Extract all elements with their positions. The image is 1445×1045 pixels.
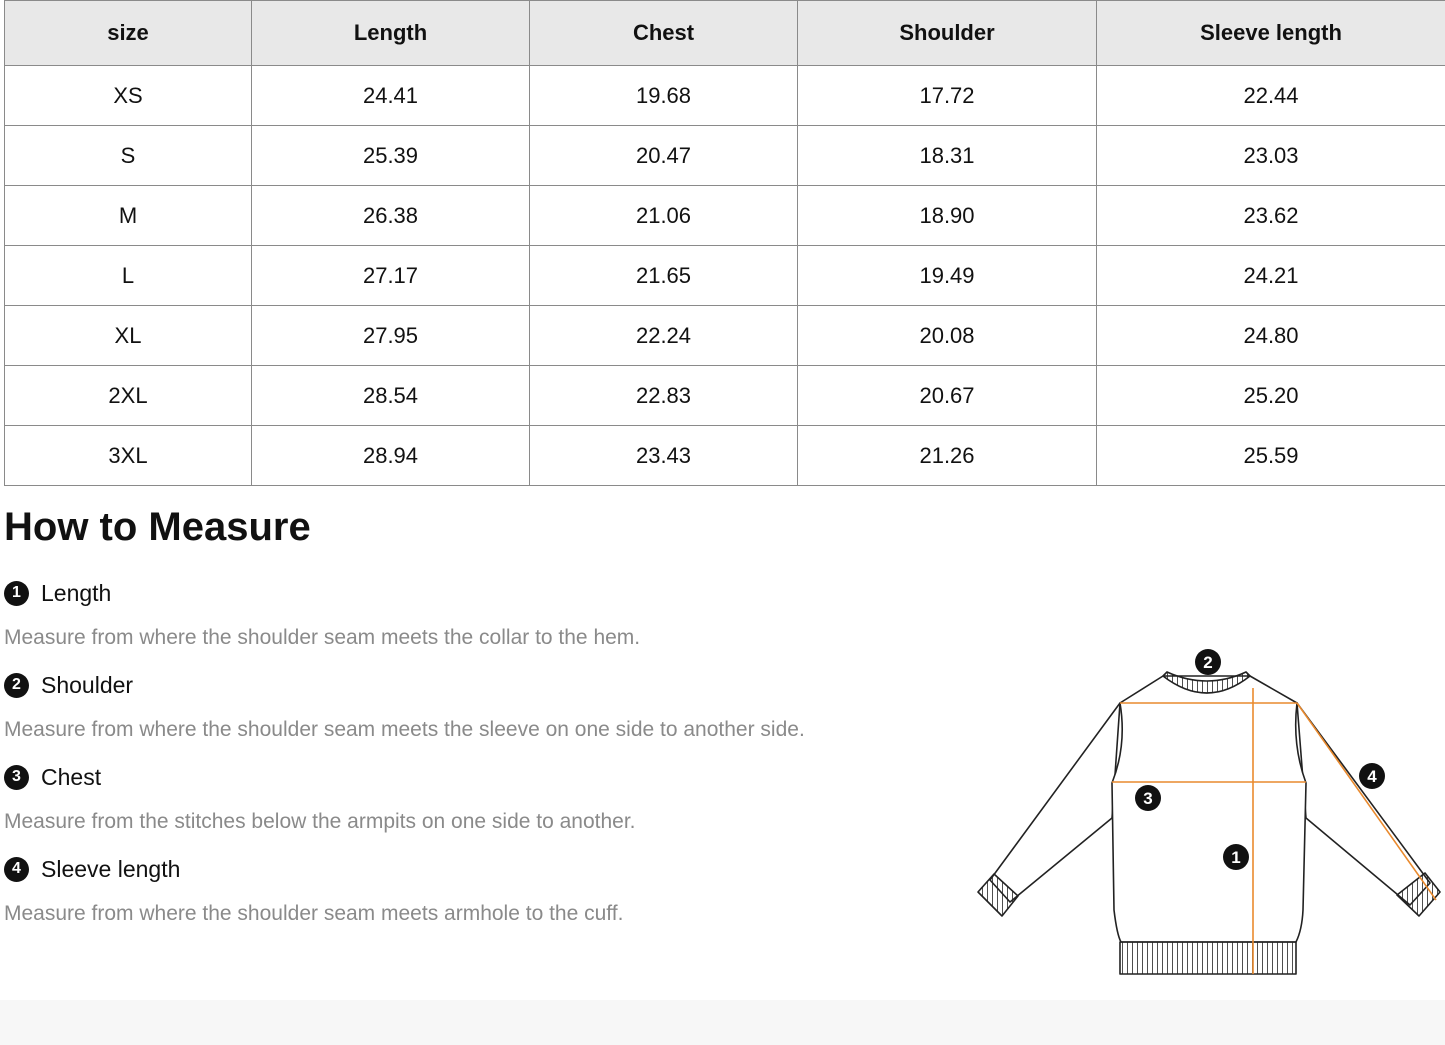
measure-item-label: Shoulder <box>41 671 134 698</box>
number-3-icon: 3 <box>4 765 29 790</box>
table-cell: 27.17 <box>252 246 530 306</box>
table-cell: 2XL <box>5 366 252 426</box>
table-row <box>5 126 1445 186</box>
table-cell: 19.68 <box>530 66 798 126</box>
left-sleeve-shape <box>990 703 1120 902</box>
number-1-icon: 1 <box>4 581 29 606</box>
table-cell: 20.47 <box>530 126 798 186</box>
hem-rib-shape <box>1120 942 1296 974</box>
table-cell: 19.49 <box>798 246 1097 306</box>
marker-1-label: 1 <box>1231 848 1241 867</box>
footer-band <box>0 1000 1445 1045</box>
table-cell: XL <box>5 306 252 366</box>
measure-item-label: Chest <box>41 763 102 790</box>
table-cell: 22.44 <box>1097 66 1445 126</box>
column-header: Length <box>252 1 530 66</box>
table-cell: 21.26 <box>798 426 1097 486</box>
measure-item-length <box>4 578 111 608</box>
table-cell: 28.94 <box>252 426 530 486</box>
table-cell: 20.67 <box>798 366 1097 426</box>
table-cell: 22.24 <box>530 306 798 366</box>
table-cell: 25.59 <box>1097 426 1445 486</box>
measure-item-label: Sleeve length <box>41 855 181 882</box>
column-header: Sleeve length <box>1097 1 1445 66</box>
measure-item-description: Measure from where the shoulder seam meets the collar to the hem. <box>4 626 641 649</box>
table-cell: 25.20 <box>1097 366 1445 426</box>
table-cell: M <box>5 186 252 246</box>
number-4-icon: 4 <box>4 857 29 882</box>
table-cell: 22.83 <box>530 366 798 426</box>
measure-item-description: Measure from the stitches below the armpits on one side to another. <box>4 810 636 833</box>
table-cell: S <box>5 126 252 186</box>
table-cell: 27.95 <box>252 306 530 366</box>
section-title: How to Measure <box>4 505 311 549</box>
table-cell: 28.54 <box>252 366 530 426</box>
table-cell: 23.43 <box>530 426 798 486</box>
marker-3-label: 3 <box>1143 789 1153 808</box>
measure-item-chest <box>4 762 101 792</box>
marker-2-label: 2 <box>1203 653 1213 672</box>
measure-item-label: Length <box>41 579 112 606</box>
column-header: Shoulder <box>798 1 1097 66</box>
table-cell: 23.62 <box>1097 186 1445 246</box>
size-chart-table <box>4 0 1445 486</box>
column-header: size <box>5 1 252 66</box>
measure-item-shoulder <box>4 670 133 700</box>
table-cell: 24.41 <box>252 66 530 126</box>
table-cell: 21.65 <box>530 246 798 306</box>
table-cell: 20.08 <box>798 306 1097 366</box>
table-cell: 23.03 <box>1097 126 1445 186</box>
table-cell: XS <box>5 66 252 126</box>
table-cell: 25.39 <box>252 126 530 186</box>
marker-4-label: 4 <box>1367 767 1377 786</box>
table-header-row <box>5 1 1445 66</box>
table-row <box>5 186 1445 246</box>
number-2-icon: 2 <box>4 673 29 698</box>
table-row <box>5 66 1445 126</box>
table-cell: 24.80 <box>1097 306 1445 366</box>
table-cell: 18.31 <box>798 126 1097 186</box>
column-header: Chest <box>530 1 798 66</box>
measure-item-description: Measure from where the shoulder seam meets armhole to the cuff. <box>4 902 624 925</box>
right-sleeve-shape <box>1297 703 1430 905</box>
measure-item-description: Measure from where the shoulder seam meets the sleeve on one side to another side. <box>4 718 805 741</box>
table-row <box>5 306 1445 366</box>
sweater-diagram <box>970 640 1445 985</box>
table-cell: L <box>5 246 252 306</box>
table-row <box>5 426 1445 486</box>
table-cell: 21.06 <box>530 186 798 246</box>
table-cell: 17.72 <box>798 66 1097 126</box>
table-row <box>5 366 1445 426</box>
table-cell: 26.38 <box>252 186 530 246</box>
table-cell: 24.21 <box>1097 246 1445 306</box>
table-cell: 18.90 <box>798 186 1097 246</box>
table-cell: 3XL <box>5 426 252 486</box>
table-row <box>5 246 1445 306</box>
measure-item-sleeve-length <box>4 854 180 884</box>
